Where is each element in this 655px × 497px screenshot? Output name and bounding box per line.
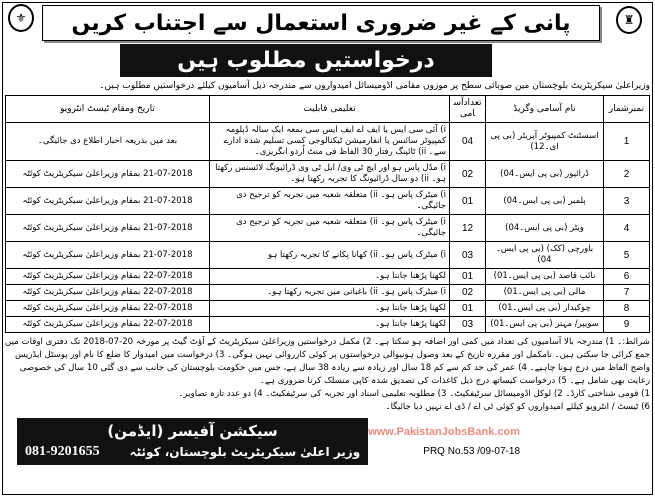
test-date-cell: 22-07-2018 بمقام وزیراعلیٰ سیکریٹریٹ کوئٹہ <box>6 285 210 301</box>
test-date-cell: 22-07-2018 بمقام وزیراعلیٰ سیکریٹریٹ کوئٹہ <box>6 269 210 285</box>
post-cell: ڈرائیور (بی پی ایس۔04) <box>486 161 604 188</box>
test-date-cell: 21-07-2018 بمقام وزیراعلیٰ سیکریٹریٹ کوئٹہ <box>6 188 210 215</box>
test-date-cell: 21-07-2018 بمقام وزیراعلیٰ سیکریٹریٹ کوئٹہ <box>6 161 210 188</box>
test-date-cell: 21-07-2018 بمقام وزیراعلیٰ سیکریٹریٹ کوئٹہ <box>6 215 210 242</box>
serial-cell: 7 <box>604 285 650 301</box>
post-cell: سویپر/ مہتر (بی پی ایس۔01) <box>486 317 604 333</box>
conditions <box>5 336 650 414</box>
qualification-cell: لکھنا پڑھنا جانتا ہو۔ <box>210 317 450 333</box>
serial-cell: 9 <box>604 317 650 333</box>
qualification-cell: i) میٹرک پاس ہو۔ ii) باغبانی میں تجربہ رکھتا ہو۔ <box>210 285 450 301</box>
serial-cell: 4 <box>604 215 650 242</box>
test-date-cell: 22-07-2018 بمقام وزیراعلیٰ سیکریٹریٹ کوئٹہ <box>6 317 210 333</box>
applications-wanted-banner: درخواستیں مطلوب ہیں <box>120 44 492 77</box>
col-qualification: تعلیمی قابلیت <box>210 96 450 123</box>
qualification-cell: i) میٹرک پاس ہو۔ ii) متعلقہ شعبہ میں تجربہ کو ترجیح دی جائیگی۔ <box>210 188 450 215</box>
table-row <box>6 161 650 188</box>
post-cell: نائب قاصد (بی پی ایس۔01) <box>486 269 604 285</box>
section-officer: سیکشن آفیسر (ایڈمن) <box>107 422 278 440</box>
phone-number: 081-9201655 <box>25 444 100 459</box>
qualification-cell: i) مڈل پاس ہو اور ایچ ٹی وی/ ایل ٹی وی ڈرائیونگ لائسنس رکھتا ہو۔ ii) دو سال ڈرائیونگ کا تجربہ رکھتا ہو۔ <box>210 161 450 188</box>
count-cell: 01 <box>450 188 486 215</box>
footer-row <box>5 418 650 465</box>
table-row <box>6 123 650 161</box>
table-row <box>6 215 650 242</box>
count-cell: 01 <box>450 301 486 317</box>
count-cell: 02 <box>450 161 486 188</box>
watermark: www.PakistanJobsBank.com <box>368 426 520 438</box>
balochistan-emblem-icon: ♜ <box>616 6 642 34</box>
serial-cell: 8 <box>604 301 650 317</box>
post-cell: چوکیدار (بی پی ایس۔01) <box>486 301 604 317</box>
count-cell: 03 <box>450 317 486 333</box>
qualification-cell: i) میٹرک پاس ہو۔ ii) متعلقہ شعبہ میں تجربہ کو ترجیح دی جائیگی۔ <box>210 215 450 242</box>
serial-cell: 5 <box>604 242 650 269</box>
count-cell: 12 <box>450 215 486 242</box>
prq-number: PRQ No.53 /09-07-18 <box>423 446 520 457</box>
left-emblem-icon: ⚜ <box>8 4 34 32</box>
office-address: وزیر اعلیٰ سیکریٹریٹ بلوچستان، کوئٹہ <box>129 445 361 459</box>
table-row <box>6 301 650 317</box>
table-row <box>6 317 650 333</box>
test-date-cell: بعد میں بذریعہ اخبار اطلاع دی جائیگی۔ <box>6 123 210 161</box>
col-count: تعدادآسامی <box>450 96 486 123</box>
intro-text: وزیراعلیٰ سیکریٹریٹ بلوچستان مین صوبائی سطح پر موزوں مقامی اڈومیسائل امیدواروں سے مندرجہ ذیل آسامیوں کیلئے درخواستیں مطلوب ہیں۔ <box>99 81 650 91</box>
col-test-date: تاریخ ومقام ٹیسٹ انٹرویو <box>6 96 210 123</box>
col-serial: نمبرشمار <box>604 96 650 123</box>
serial-cell: 2 <box>604 161 650 188</box>
serial-cell: 1 <box>604 123 650 161</box>
test-date-cell: 21-07-2018 بمقام وزیراعلیٰ سیکریٹریٹ کوئٹہ <box>6 242 210 269</box>
table-row <box>6 285 650 301</box>
count-cell: 01 <box>450 269 486 285</box>
post-cell: ویٹر (بی پی ایس۔04) <box>486 215 604 242</box>
post-cell: اسسٹنٹ کمپیوٹر آپریٹر (بی پی ای۔12) <box>486 123 604 161</box>
count-cell: 02 <box>450 285 486 301</box>
conditions-documents: 1) قومی شناختی کارڈ۔ 2) لوکل اڈومیسائل سرٹیفکیٹ۔ 3) مطلوبہ تعلیمی اسناد اور تجربہ کی سرٹیفکیٹ۔ 4) دو عدد تازہ تصاویر۔ <box>178 389 650 399</box>
issuing-office-box <box>17 418 368 465</box>
vacancies-table <box>5 95 650 333</box>
qualification-cell: لکھنا پڑھنا جانتا ہو۔ <box>210 301 450 317</box>
conditions-ta-da: 6) ٹیسٹ / انٹرویو کیلئے امیدواروں کو کوئی ٹی اے / ڈی اے نہیں دیا جائیگا۔ <box>385 402 650 412</box>
count-cell: 04 <box>450 123 486 161</box>
count-cell: 03 <box>450 242 486 269</box>
table-row <box>6 242 650 269</box>
test-date-cell: 22-07-2018 بمقام وزیراعلیٰ سیکریٹریٹ کوئٹہ <box>6 301 210 317</box>
serial-cell: 3 <box>604 188 650 215</box>
conditions-main: شرائط:۔ 1) مندرجہ بالا آسامیوں کی تعداد میں کمی اور اضافہ ہو سکتا ہے۔ 2) مکمل درخواستیں وزیراعلیٰ سیکریٹریٹ کے آؤٹ گیٹ پر مورخہ 20-07-2018 تک دفتری اوقات میں جمع کرائی جا سکتی ہیں۔ نامکمل اور مقررہ تاریخ کے بعد وصول ہونیوالی درخواستوں پر کوئی کارروائی نہیں ہوگی۔ 3) درخواست میں امیدوار کا ضلع کا نام اور پوسٹل ایڈریس واضح الفاظ میں درج ہونا چاہیے۔ 4) عمر کی حد کم سے کم 18 سال اور زیادہ سے زیادہ 38 سال ہے، جس میں حکومت بلوچستان کی جانب سے دی گئی 10 سال کی خصوصی رعایت بھی شامل ہے۔ 5) درخواست کیساتھ درج ذیل کاغذات کی تصدیق شدہ کاپی منسلک کرنا ضروری ہے۔ <box>5 337 650 386</box>
serial-cell: 6 <box>604 269 650 285</box>
qualification-cell: i) آئی سی ایس یا ایف اے ایف ایس سی بمعہ ایک سالہ ڈپلومہ کمپیوٹر سائنس یا انفارمیشن ٹیکنالوجی کسی تسلیم شدہ ادارے سے۔ ii) ٹائپنگ رفتار 30 الفاظ فی منٹ اُردو انگریزی۔ <box>210 123 450 161</box>
footer-right <box>368 426 650 465</box>
table-row <box>6 188 650 215</box>
table-row <box>6 269 650 285</box>
post-cell: مالی (بی پی ایس۔01) <box>486 285 604 301</box>
table-header-row <box>6 96 650 123</box>
post-cell: پلمبر (بی پی ایس۔04) <box>486 188 604 215</box>
qualification-cell: i) میٹرک پاس ہو۔ ii) کھانا پکانے کا تجربہ رکھتا ہو <box>210 242 450 269</box>
col-post: نام آسامی وگریڈ <box>486 96 604 123</box>
post-cell: باورچی (کک) (بی پی ایس۔04) <box>486 242 604 269</box>
water-conservation-slogan: پانی کے غیر ضروری استعمال سے اجتناب کریں <box>42 5 600 41</box>
qualification-cell: لکھنا پڑھنا جانتا ہو۔ <box>210 269 450 285</box>
